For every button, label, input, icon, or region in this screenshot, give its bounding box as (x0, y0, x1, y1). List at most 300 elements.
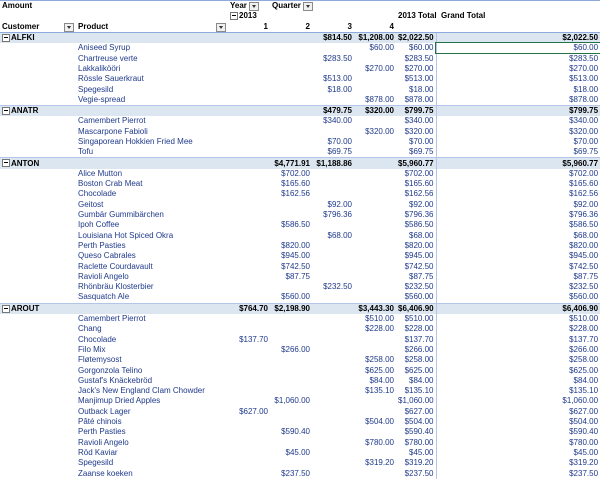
year-total-value[interactable]: $702.00 (404, 168, 434, 178)
customer-filter-dropdown-icon[interactable] (64, 23, 74, 32)
product-name[interactable]: Spegesild (78, 458, 114, 468)
quarter-value[interactable] (270, 210, 312, 220)
quarter-value[interactable]: $945.00 (281, 251, 310, 261)
quarter-value[interactable] (228, 365, 270, 375)
quarter-value[interactable] (228, 292, 270, 303)
quarter-value[interactable] (228, 345, 270, 355)
product-name[interactable]: Camembert Pierrot (78, 116, 146, 126)
quarter-value[interactable] (312, 272, 354, 282)
collapse-icon[interactable] (230, 12, 238, 20)
quarter-value[interactable]: $479.75 (312, 105, 354, 116)
quarter-value[interactable] (354, 210, 396, 220)
quarter-value[interactable] (312, 468, 354, 478)
quarter-value[interactable] (228, 437, 270, 447)
quarter-value[interactable] (270, 437, 312, 447)
collapse-icon[interactable] (2, 305, 10, 313)
quarter-value[interactable] (270, 137, 312, 147)
year-total-value[interactable]: $237.50 (404, 468, 434, 478)
quarter-value[interactable] (228, 53, 270, 63)
quarter-value[interactable]: $165.60 (281, 179, 310, 189)
quarter-value[interactable] (312, 417, 354, 427)
grand-total-value[interactable]: $18.00 (436, 84, 600, 94)
quarter-value[interactable]: $504.00 (365, 417, 394, 427)
product-name[interactable]: Sasquatch Ale (78, 292, 130, 302)
quarter-value[interactable] (228, 64, 270, 74)
year-total-value[interactable]: $92.00 (409, 199, 434, 209)
grand-total-value[interactable]: $283.50 (436, 53, 600, 63)
quarter-value[interactable] (228, 251, 270, 261)
quarter-value[interactable] (354, 137, 396, 147)
year-total-value[interactable]: $135.10 (404, 386, 434, 396)
quarter-filter-dropdown-icon[interactable] (303, 2, 313, 11)
quarter-value[interactable] (354, 169, 396, 179)
grand-total-value[interactable]: $627.00 (436, 407, 600, 417)
year-total-value[interactable]: $320.00 (404, 126, 434, 136)
quarter-value[interactable]: $137.70 (239, 334, 268, 344)
year-filter-dropdown-icon[interactable] (249, 2, 259, 11)
quarter-value[interactable] (354, 251, 396, 261)
quarter-value[interactable] (354, 200, 396, 210)
grand-total-value[interactable]: $165.60 (436, 179, 600, 189)
product-name[interactable]: Jack's New England Clam Chowder (78, 386, 205, 396)
quarter-value[interactable]: $162.56 (281, 189, 310, 199)
quarter-value[interactable] (354, 427, 396, 437)
quarter-value[interactable] (228, 376, 270, 386)
product-filter-dropdown-icon[interactable] (216, 23, 226, 32)
year-total-value[interactable]: $820.00 (404, 240, 434, 250)
quarter-value[interactable] (270, 355, 312, 365)
quarter-value[interactable] (228, 200, 270, 210)
quarter-value[interactable] (270, 74, 312, 84)
column-field-quarter[interactable] (270, 1, 354, 12)
quarter-value[interactable] (270, 105, 312, 116)
quarter-value[interactable] (228, 448, 270, 458)
quarter-value[interactable]: $2,198.90 (270, 303, 312, 314)
product-name[interactable]: Ipoh Coffee (78, 220, 120, 230)
year-total-value[interactable]: $70.00 (409, 137, 434, 146)
quarter-value[interactable] (228, 137, 270, 147)
grand-total-value[interactable]: $796.36 (436, 210, 600, 220)
quarter-value[interactable]: $742.50 (281, 261, 310, 271)
quarter-value[interactable]: $320.00 (365, 126, 394, 136)
year-total-value[interactable]: $68.00 (409, 230, 434, 240)
quarter-value[interactable]: $796.36 (323, 210, 352, 220)
grand-total-value[interactable]: $137.70 (436, 335, 600, 345)
column-field-year[interactable] (228, 1, 270, 12)
quarter-value[interactable] (228, 169, 270, 179)
quarter-value[interactable]: $60.00 (369, 43, 394, 53)
quarter-value[interactable]: $1,208.00 (354, 32, 396, 43)
year-total-value[interactable]: $84.00 (409, 375, 434, 385)
product-name[interactable]: Pâté chinois (78, 417, 122, 427)
quarter-value[interactable] (270, 407, 312, 417)
quarter-value[interactable] (312, 127, 354, 137)
quarter-value[interactable] (228, 282, 270, 292)
quarter-value[interactable] (228, 272, 270, 282)
product-name[interactable]: Rhönbräu Klosterbier (78, 282, 154, 292)
quarter-value[interactable] (228, 95, 270, 106)
grand-total-value[interactable]: $799.75 (436, 105, 600, 116)
quarter-value[interactable]: $84.00 (369, 375, 394, 385)
quarter-value[interactable] (354, 241, 396, 251)
quarter-value[interactable] (354, 335, 396, 345)
quarter-value[interactable]: $820.00 (281, 240, 310, 250)
year-total-value[interactable]: $1,060.00 (398, 396, 434, 406)
quarter-value[interactable] (228, 314, 270, 324)
quarter-value[interactable] (228, 189, 270, 199)
quarter-value[interactable] (270, 324, 312, 334)
product-name[interactable]: Boston Crab Meat (78, 179, 143, 189)
product-name[interactable]: Spegesild (78, 84, 114, 94)
product-name[interactable]: Chang (78, 324, 102, 334)
quarter-value[interactable] (270, 458, 312, 468)
quarter-value[interactable] (312, 345, 354, 355)
quarter-value[interactable] (312, 241, 354, 251)
quarter-value[interactable]: $627.00 (239, 406, 268, 416)
quarter-value[interactable]: $258.00 (365, 355, 394, 365)
quarter-value[interactable]: $92.00 (327, 199, 352, 209)
year-total-value[interactable]: $87.75 (409, 271, 434, 281)
customer-label-cell[interactable] (0, 303, 228, 314)
quarter-value[interactable]: $320.00 (354, 105, 396, 116)
product-name[interactable]: Filo Mix (78, 344, 106, 354)
quarter-value[interactable] (354, 282, 396, 292)
quarter-value[interactable] (270, 43, 312, 53)
collapse-icon[interactable] (2, 107, 10, 115)
quarter-value[interactable] (228, 43, 270, 53)
quarter-value[interactable]: $69.75 (327, 147, 352, 157)
collapse-icon[interactable] (2, 159, 10, 167)
year-total-value[interactable]: $742.50 (404, 261, 434, 271)
grand-total-value[interactable]: $320.00 (436, 127, 600, 137)
quarter-value[interactable] (354, 74, 396, 84)
product-name[interactable]: Gustaf's Knäckebröd (78, 375, 153, 385)
grand-total-value[interactable]: $702.00 (436, 169, 600, 179)
quarter-value[interactable]: $68.00 (327, 230, 352, 240)
quarter-value[interactable] (228, 220, 270, 230)
grand-total-value[interactable]: $319.20 (436, 458, 600, 468)
grand-total-value[interactable]: $625.00 (436, 365, 600, 375)
product-name[interactable]: Zaanse koeken (78, 468, 133, 478)
year-total-value[interactable]: $270.00 (404, 63, 434, 73)
year-total-value[interactable]: $560.00 (404, 292, 434, 302)
year-total-value[interactable]: $5,960.77 (396, 158, 436, 169)
product-name[interactable]: Ravioli Angelo (78, 437, 129, 447)
grand-total-value[interactable]: $5,960.77 (436, 158, 600, 169)
quarter-value[interactable] (270, 365, 312, 375)
product-name[interactable]: Chocolade (78, 189, 117, 199)
year-total-value[interactable]: $799.75 (396, 105, 436, 116)
quarter-value[interactable] (228, 458, 270, 468)
grand-total-value[interactable]: $68.00 (436, 231, 600, 241)
quarter-value[interactable] (270, 95, 312, 106)
quarter-value[interactable] (270, 147, 312, 158)
collapse-icon[interactable] (2, 34, 10, 42)
grand-total-value[interactable]: $135.10 (436, 386, 600, 396)
grand-total-value[interactable]: $237.50 (436, 468, 600, 478)
quarter-value[interactable] (228, 231, 270, 241)
quarter-value[interactable]: $18.00 (327, 84, 352, 94)
quarter-value[interactable] (270, 200, 312, 210)
product-name[interactable]: Vegie-spread (78, 94, 126, 104)
quarter-value[interactable] (354, 158, 396, 169)
quarter-value[interactable] (312, 355, 354, 365)
quarter-value[interactable] (270, 53, 312, 63)
year-total-value[interactable]: $266.00 (404, 344, 434, 354)
year-total-value[interactable]: $162.56 (404, 189, 434, 199)
quarter-value[interactable] (354, 272, 396, 282)
year-total-value[interactable]: $258.00 (404, 355, 434, 365)
quarter-value[interactable] (312, 64, 354, 74)
quarter-value[interactable] (312, 314, 354, 324)
quarter-value[interactable] (270, 376, 312, 386)
quarter-value[interactable] (270, 116, 312, 126)
product-name[interactable]: Gumbär Gummibärchen (78, 210, 164, 220)
quarter-value[interactable] (312, 220, 354, 230)
quarter-value[interactable] (354, 147, 396, 158)
grand-total-value[interactable]: $945.00 (436, 251, 600, 261)
year-total-value[interactable]: $878.00 (404, 94, 434, 104)
year-total-value[interactable]: $283.50 (404, 53, 434, 63)
customer-label-cell[interactable] (0, 32, 228, 43)
quarter-value[interactable] (228, 127, 270, 137)
quarter-value[interactable] (228, 210, 270, 220)
product-name[interactable]: Singaporean Hokkien Fried Mee (78, 137, 193, 146)
quarter-value[interactable] (312, 448, 354, 458)
quarter-value[interactable] (312, 292, 354, 303)
quarter-value[interactable] (354, 261, 396, 271)
year-total-value[interactable]: $513.00 (404, 74, 434, 84)
product-name[interactable]: Röd Kaviar (78, 447, 118, 457)
product-name[interactable]: Geitost (78, 199, 104, 209)
product-name[interactable]: Alice Mutton (78, 168, 123, 178)
grand-total-value[interactable]: $780.00 (436, 437, 600, 447)
year-total-value[interactable]: $340.00 (404, 116, 434, 126)
quarter-value[interactable]: $878.00 (365, 94, 394, 104)
grand-total-value[interactable]: $258.00 (436, 355, 600, 365)
quarter-value[interactable]: $319.20 (365, 458, 394, 468)
customer-label-cell[interactable] (0, 105, 228, 116)
grand-total-value[interactable]: $340.00 (436, 116, 600, 126)
quarter-value[interactable]: $560.00 (281, 292, 310, 302)
quarter-value[interactable] (354, 396, 396, 406)
year-total-value[interactable]: $18.00 (409, 84, 434, 94)
product-name[interactable]: Louisiana Hot Spiced Okra (78, 230, 174, 240)
year-total-value[interactable]: $586.50 (404, 220, 434, 230)
product-name[interactable]: Manjimup Dried Apples (78, 396, 161, 406)
grand-total-value[interactable]: $590.40 (436, 427, 600, 437)
quarter-value[interactable] (228, 116, 270, 126)
quarter-value[interactable] (228, 355, 270, 365)
grand-total-value[interactable]: $742.50 (436, 261, 600, 271)
grand-total-value[interactable]: $6,406.90 (436, 303, 600, 314)
quarter-value[interactable] (312, 261, 354, 271)
quarter-value[interactable] (354, 179, 396, 189)
quarter-value[interactable]: $45.00 (285, 447, 310, 457)
year-total-value[interactable]: $945.00 (404, 251, 434, 261)
quarter-value[interactable] (228, 147, 270, 158)
year-total-value[interactable]: $796.36 (404, 210, 434, 220)
quarter-value[interactable] (312, 189, 354, 199)
quarter-value[interactable]: $70.00 (327, 137, 352, 146)
quarter-value[interactable] (312, 407, 354, 417)
quarter-value[interactable] (270, 231, 312, 241)
row-field-customer[interactable] (0, 22, 76, 33)
year-total-value[interactable]: $504.00 (404, 417, 434, 427)
quarter-value[interactable] (354, 116, 396, 126)
product-name[interactable]: Chartreuse verte (78, 53, 138, 63)
grand-total-value[interactable]: $84.00 (436, 376, 600, 386)
product-name[interactable]: Perth Pasties (78, 240, 126, 250)
grand-total-value[interactable]: $510.00 (436, 314, 600, 324)
quarter-value[interactable]: $87.75 (285, 271, 310, 281)
grand-total-value[interactable]: $513.00 (436, 74, 600, 84)
quarter-value[interactable] (228, 324, 270, 334)
product-name[interactable]: Queso Cabrales (78, 251, 136, 261)
product-name[interactable]: Perth Pasties (78, 427, 126, 437)
year-total-value[interactable]: $2,022.50 (396, 32, 436, 43)
quarter-value[interactable] (312, 437, 354, 447)
quarter-value[interactable]: $814.50 (312, 32, 354, 43)
quarter-value[interactable] (312, 303, 354, 314)
year-total-value[interactable]: $590.40 (404, 427, 434, 437)
quarter-value[interactable]: $625.00 (365, 365, 394, 375)
year-total-value[interactable]: $165.60 (404, 179, 434, 189)
quarter-value[interactable] (270, 282, 312, 292)
quarter-value[interactable] (270, 32, 312, 43)
quarter-value[interactable]: $586.50 (281, 220, 310, 230)
selected-cell[interactable]: $60.00 (436, 43, 600, 53)
quarter-value[interactable]: $702.00 (281, 168, 310, 178)
quarter-value[interactable] (312, 458, 354, 468)
grand-total-value[interactable]: $87.75 (436, 272, 600, 282)
quarter-value[interactable] (312, 251, 354, 261)
quarter-value[interactable] (312, 95, 354, 106)
grand-total-value[interactable]: $504.00 (436, 417, 600, 427)
quarter-value[interactable] (228, 84, 270, 94)
quarter-value[interactable]: $590.40 (281, 427, 310, 437)
quarter-value[interactable] (270, 84, 312, 94)
grand-total-value[interactable]: $2,022.50 (436, 32, 600, 43)
quarter-value[interactable] (312, 396, 354, 406)
quarter-value[interactable] (312, 335, 354, 345)
quarter-value[interactable]: $232.50 (323, 282, 352, 292)
quarter-value[interactable] (354, 292, 396, 303)
quarter-value[interactable] (312, 179, 354, 189)
quarter-value[interactable] (228, 417, 270, 427)
quarter-value[interactable]: $135.10 (365, 386, 394, 396)
quarter-value[interactable] (354, 231, 396, 241)
quarter-value[interactable] (354, 84, 396, 94)
quarter-value[interactable]: $1,060.00 (274, 396, 310, 406)
product-name[interactable]: Lakkalikööri (78, 63, 121, 73)
year-total-value[interactable]: $780.00 (404, 437, 434, 447)
quarter-value[interactable] (228, 179, 270, 189)
quarter-value[interactable] (228, 105, 270, 116)
quarter-value[interactable]: $780.00 (365, 437, 394, 447)
product-name[interactable]: Rössle Sauerkraut (78, 74, 144, 84)
quarter-value[interactable] (270, 314, 312, 324)
year-total-value[interactable]: $510.00 (404, 314, 434, 324)
quarter-value[interactable]: $340.00 (323, 116, 352, 126)
quarter-value[interactable]: $283.50 (323, 53, 352, 63)
year-total-value[interactable]: $627.00 (404, 406, 434, 416)
grand-total-value[interactable]: $232.50 (436, 282, 600, 292)
year-total-value[interactable]: $228.00 (404, 324, 434, 334)
year-header[interactable] (228, 11, 270, 21)
quarter-value[interactable]: $228.00 (365, 324, 394, 334)
quarter-value[interactable] (228, 241, 270, 251)
quarter-value[interactable] (228, 386, 270, 396)
product-name[interactable]: Ravioli Angelo (78, 271, 129, 281)
product-name[interactable]: Fløtemysost (78, 355, 122, 365)
quarter-value[interactable] (228, 261, 270, 271)
year-total-value[interactable]: $137.70 (404, 334, 434, 344)
quarter-value[interactable]: $3,443.30 (354, 303, 396, 314)
quarter-value[interactable] (312, 43, 354, 53)
quarter-value[interactable] (228, 32, 270, 43)
year-total-value[interactable]: $625.00 (404, 365, 434, 375)
quarter-value[interactable] (228, 427, 270, 437)
year-total-value[interactable]: $6,406.90 (396, 303, 436, 314)
customer-label-cell[interactable] (0, 158, 228, 169)
quarter-value[interactable] (228, 396, 270, 406)
grand-total-value[interactable]: $270.00 (436, 64, 600, 74)
quarter-value[interactable] (270, 127, 312, 137)
quarter-value[interactable] (354, 345, 396, 355)
quarter-value[interactable] (312, 365, 354, 375)
product-name[interactable]: Raclette Courdavault (78, 261, 153, 271)
quarter-value[interactable]: $1,188.86 (312, 158, 354, 169)
quarter-value[interactable]: $764.70 (228, 303, 270, 314)
grand-total-value[interactable]: $586.50 (436, 220, 600, 230)
grand-total-value[interactable]: $1,060.00 (436, 396, 600, 406)
product-name[interactable]: Outback Lager (78, 406, 131, 416)
grand-total-value[interactable]: $266.00 (436, 345, 600, 355)
quarter-value[interactable]: $266.00 (281, 344, 310, 354)
product-name[interactable]: Camembert Pierrot (78, 314, 146, 324)
grand-total-value[interactable]: $560.00 (436, 292, 600, 303)
quarter-value[interactable] (354, 53, 396, 63)
year-total-value[interactable]: $60.00 (409, 43, 434, 53)
quarter-value[interactable]: $270.00 (365, 63, 394, 73)
quarter-value[interactable] (312, 169, 354, 179)
year-total-value[interactable]: $69.75 (409, 147, 434, 157)
year-total-value[interactable]: $232.50 (404, 282, 434, 292)
grand-total-value[interactable]: $228.00 (436, 324, 600, 334)
grand-total-value[interactable]: $878.00 (436, 95, 600, 106)
product-name[interactable]: Aniseed Syrup (78, 43, 131, 53)
row-field-product[interactable] (76, 22, 228, 33)
product-name[interactable]: Tofu (78, 147, 94, 157)
grand-total-value[interactable]: $820.00 (436, 241, 600, 251)
quarter-value[interactable]: $4,771.91 (270, 158, 312, 169)
quarter-value[interactable] (228, 468, 270, 478)
grand-total-value[interactable]: $70.00 (436, 137, 600, 147)
quarter-value[interactable] (354, 448, 396, 458)
quarter-value[interactable]: $510.00 (365, 314, 394, 324)
product-name[interactable]: Gorgonzola Telino (78, 365, 143, 375)
quarter-value[interactable]: $237.50 (281, 468, 310, 478)
quarter-value[interactable] (270, 386, 312, 396)
quarter-value[interactable] (270, 64, 312, 74)
quarter-value[interactable] (228, 74, 270, 84)
quarter-value[interactable]: $513.00 (323, 74, 352, 84)
quarter-value[interactable] (312, 427, 354, 437)
year-total-value[interactable]: $45.00 (409, 447, 434, 457)
quarter-value[interactable] (312, 386, 354, 396)
quarter-value[interactable] (270, 335, 312, 345)
